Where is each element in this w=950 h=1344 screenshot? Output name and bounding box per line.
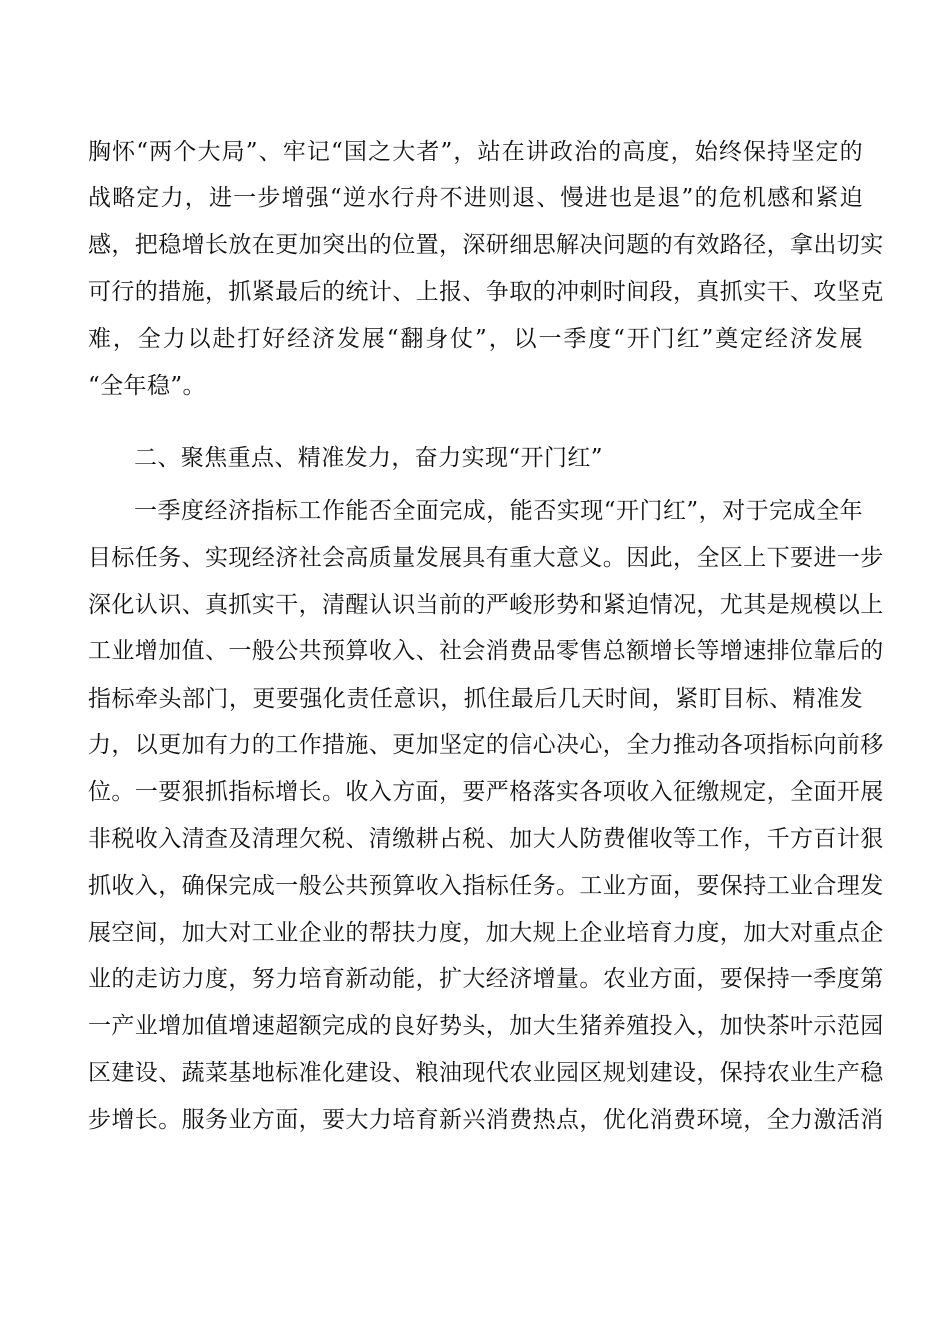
text-line: 抓收入，确保完成一般公共预算收入指标任务。工业方面，要保持工业合理发	[88, 873, 884, 899]
text-line: 感，把稳增长放在更加突出的位置，深研细思解决问题的有效路径，拿出切实	[88, 232, 884, 258]
paragraph-first-line: 一季度经济指标工作能否全面完成，能否实现“开门红”，对于完成全年	[134, 498, 863, 524]
text-line: 力，以更加有力的工作措施、更加坚定的信心决心，全力推动各项指标向前移	[88, 732, 884, 758]
text-line: 战略定力，进一步增强“逆水行舟不进则退、慢进也是退”的危机感和紧迫	[88, 185, 863, 211]
section-heading: 二、聚焦重点、精准发力，奋力实现“开门红”	[134, 445, 603, 471]
text-line: 可行的措施，抓紧最后的统计、上报、争取的冲刺时间段，真抓实干、攻坚克	[88, 279, 884, 305]
text-line: 指标牵头部门，更要强化责任意识，抓住最后几天时间，紧盯目标、精准发	[88, 686, 863, 712]
text-line: 业的走访力度，努力培育新动能，扩大经济增量。农业方面，要保持一季度第	[88, 966, 884, 992]
text-line: “全年稳”。	[88, 373, 206, 399]
text-line: 胸怀“两个大局”、牢记“国之大者”，站在讲政治的高度，始终保持坚定的	[88, 139, 863, 165]
text-line: 一产业增加值增速超额完成的良好势头，加大生猪养殖投入，加快茶叶示范园	[88, 1013, 884, 1039]
text-line: 工业增加值、一般公共预算收入、社会消费品零售总额增长等增速排位靠后的	[88, 638, 884, 664]
text-line: 区建设、蔬菜基地标准化建设、粮油现代农业园区规划建设，保持农业生产稳	[88, 1060, 884, 1086]
text-line: 目标任务、实现经济社会高质量发展具有重大意义。因此，全区上下要进一步	[88, 545, 884, 571]
text-line: 展空间，加大对工业企业的帮扶力度，加大规上企业培育力度，加大对重点企	[88, 920, 884, 946]
text-line: 难，全力以赴打好经济发展“翻身仗”，以一季度“开门红”奠定经济发展	[88, 326, 863, 352]
text-line: 非税收入清查及清理欠税、清缴耕占税、加大人防费催收等工作，千方百计狠	[88, 826, 884, 852]
text-line: 深化认识、真抓实干，清醒认识当前的严峻形势和紧迫情况，尤其是规模以上	[88, 592, 884, 618]
text-line: 步增长。服务业方面，要大力培育新兴消费热点，优化消费环境，全力激活消	[88, 1107, 884, 1133]
text-line: 位。一要狠抓指标增长。收入方面，要严格落实各项收入征缴规定，全面开展	[88, 779, 884, 805]
